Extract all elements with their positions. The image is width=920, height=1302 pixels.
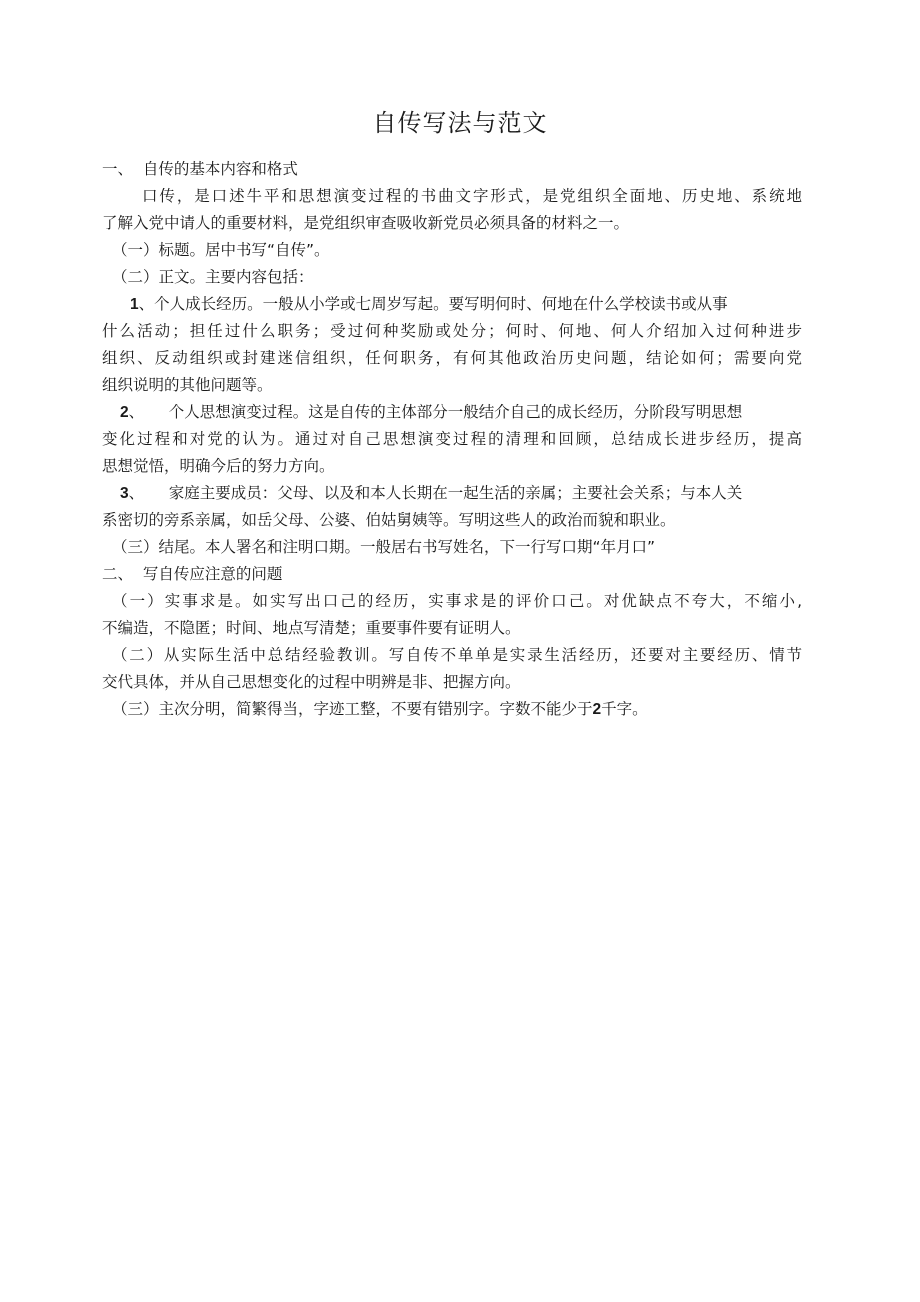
document-title: 自传写法与范文 [372, 109, 548, 137]
item-body: （二）正文。主要内容包括： [112, 268, 314, 286]
note-3-number: 2 [592, 701, 602, 718]
note-3-text-pre: （三）主次分明，简繁得当，字迹工整，不要有错别字。字数不能少于 [112, 700, 593, 718]
section-heading-2: 二、 写自传应注意的问题 [102, 565, 283, 583]
subitem-1-line-2: 什么活动；担任过什么职务；受过何种奖励或处分；何时、何地、何人介绍加入过何种进步 [102, 322, 802, 340]
note-3-text-post: 千字。 [601, 700, 648, 718]
subitem-1-text: 、个人成长经历。一般从小学或七周岁写起。要写明何时、何地在什么学校读书或从事 [138, 295, 728, 313]
subitem-3-line-1 [102, 480, 802, 507]
subitem-3-number: 3 [120, 485, 129, 502]
subitem-2-line-1 [102, 399, 802, 426]
document-body [102, 156, 802, 723]
subitem-1-line-3: 组织、反动组织或封建迷信组织，任何职务，有何其他政治历史问题，结论如何；需要向党 [102, 349, 802, 367]
intro-line-1: 口传，是口述牛平和思想演变过程的书曲文字形式，是党组织全面地、历史地、系统地 [142, 187, 802, 205]
subitem-2-line-2: 变化过程和对党的认为。通过对自己思想演变过程的清理和回顾，总结成长进步经历，提高 [102, 430, 802, 448]
subitem-1-line-1 [102, 291, 802, 318]
subitem-2-text: 、 个人思想演变过程。这是自传的主体部分一般结介自己的成长经历，分阶段写明思想 [128, 403, 743, 421]
subitem-1-number: 1 [130, 296, 139, 313]
note-1-line-1: （一）实事求是。如实写出口己的经历，实事求是的评价口己。对优缺点不夸大，不缩小, [112, 592, 802, 610]
subitem-1-line-4: 组织说明的其他问题等。 [102, 376, 273, 394]
note-2-line-2: 交代具体，并从自己思想变化的过程中明辨是非、把握方向。 [102, 673, 521, 691]
intro-line-2: 了解入党中请人的重要材料，是党组织审查吸收新党员必须具备的材料之一。 [102, 214, 630, 232]
note-1-line-2: 不编造，不隐匿；时间、地点写清楚；重要事件要有证明人。 [102, 619, 521, 637]
item-title: （一）标题。居中书写“自传”。 [112, 241, 330, 259]
subitem-2-line-3: 思想觉悟，明确今后的努力方向。 [102, 457, 335, 475]
section-heading-1: 一、 自传的基本内容和格式 [102, 160, 298, 178]
subitem-2-number: 2 [120, 404, 129, 421]
subitem-3-text: 、 家庭主要成员：父母、以及和本人长期在一起生活的亲属；主要社会关系；与本人关 [128, 484, 743, 502]
note-2-line-1: （二）从实际生活中总结经验教训。写自传不单单是实录生活经历，还要对主要经历、情节 [112, 646, 802, 664]
note-3-line [102, 696, 802, 723]
item-ending: （三）结尾。本人署名和注明口期。一般居右书写姓名，下一行写口期“年月口” [112, 538, 656, 556]
subitem-3-line-2: 系密切的旁系亲属，如岳父母、公婆、伯姑舅姨等。写明这些人的政治而貌和职业。 [102, 511, 676, 529]
